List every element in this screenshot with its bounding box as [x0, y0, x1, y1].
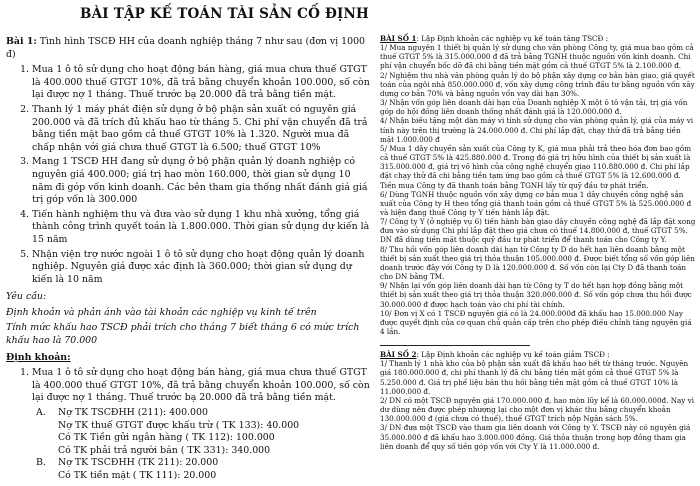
entry-a-label: A. [36, 407, 46, 419]
bai1-item: 4. Tiến hành nghiệm thu và đưa vào sử dụng 1 khu nhà xưởng, tổng giá thành công trình quyết toán là 1.800.000. Thời gian sử dụng dự kiến là 15 năm [32, 209, 374, 247]
entry-line: Có TK tiền mặt ( TK 111): 20.000 [58, 470, 217, 481]
bai1-intro: Tình hình TSCĐ HH của doanh nghiệp tháng 7 như sau (đơn vị 1000 đ) [6, 36, 365, 60]
journal-entries [6, 407, 374, 483]
entry-line: Có TK phải trả người bán ( TK 331): 340.000 [58, 444, 271, 456]
bai-so-1-intro: : Lập Định khoản các nghiệp vụ kế toán tăng TSCĐ : [416, 34, 609, 43]
bai1-item: 1. Mua 1 ô tô sử dụng cho hoạt động bán hàng, giá mua chưa thuế GTGT là 400.000 thuế GTGT 10%, đã trả bằng chuyển khoản 100.000, số còn lại được nợ 1 tháng. Thuế trước bạ 20.000 đã trả bằng tiền mặt. [32, 64, 374, 102]
bai-so-2-intro: : Lập Định khoản các nghiệp vụ kế toán giảm TSCĐ : [416, 350, 610, 360]
bai-so-2-heading [380, 350, 696, 359]
bai1-item: 5. Nhận viện trợ nước ngoài 1 ô tô sử dụng cho hoạt động quản lý doanh nghiệp. Nguyên giá được xác định là 360.000; thời gian sử dụng dự kiến là 10 năm [32, 249, 374, 287]
entry-line: Nợ TK thuế GTGT được khấu trừ ( TK 133): 40.000 [58, 419, 300, 431]
bai-so-2-item: 1/ Thanh lý 1 nhà kho của bộ phận sản xuất đã khấu hao hết từ tháng trước. Nguyên giá 180.000.000 đ, chi phí thanh lý đã chi bằng tiền mặt gồm cả thuế GTGT 5% là 5.250.000 đ. Giá trị phế liệu bán thu hồi bằng tiền mặt gồm cả thuế GTGT 10% là 11.000.000 đ. [380, 359, 689, 396]
dinh-khoan-list [6, 367, 374, 405]
bai1-list [6, 64, 374, 286]
yeu-cau-label: Yêu cầu: [6, 291, 47, 303]
bai-so-1-item: 3/ Nhận vốn góp liên doanh dài hạn của Doanh nghiệp X một ô tô vận tải, trị giá vốn góp do hội đồng liên doanh thống nhất đánh giá là 120.000.000 đ. [380, 98, 688, 117]
entry-a-row [36, 407, 374, 420]
bai-so-1-item: 1/ Mua nguyên 1 thiết bị quản lý sử dụng cho văn phòng Công ty, giá mua bao gồm cả thuế GTGT 5% là 315.000.000 đ đã trả bằng TGNH thuộc nguồn vốn kinh doanh. Chi phí vận chuyển bốc dỡ đã chi bằng tiền mặt gồm cả thuế GTGT 5% là 2.100.000 đ. [380, 43, 694, 71]
entry-b-row [36, 457, 374, 470]
bai-so-1-item: 9/ Nhận lại vốn góp liên doanh dài hạn từ Công ty T do hết hạn hợp đồng bằng một thiết bị sản xuất theo giá trị thỏa thuận 320.000.000 đ. Số vốn góp chưa thu hồi được 30.000.000 đ được hạch toán vào chi phí tài chính. [380, 281, 692, 309]
bai-so-1-item: 8/ Thu hồi vốn góp liên doanh dài hạn từ Công ty D do hết hạn liên doanh bằng một thiết bị sản xuất theo giá trị thỏa thuận 105.000.000 đ. Được biết tổng số vốn góp liên doanh trước đây với Công ty D là 120.000.000 đ. Số vốn còn lại Cty D đã thanh toán cho DN bằng TM. [380, 244, 695, 282]
bai-so-1-item: 10/ Đơn vị X có 1 TSCĐ nguyên giá có là 24.000.000đ đã khấu hao 15.000.000 Nay được quyết định của cơ quan chủ quản cấp trên cho phép điều chỉnh tăng nguyên giá 4 lần. [380, 308, 692, 336]
bai-so-1-item: 5/ Mua 1 dây chuyền sản xuất của Công ty K, giá mua phải trả theo hóa đơn bao gồm cả thuế GTGT 5% là 425.880.000 đ. Trong đó giá trị hữu hình của thiết bị sản xuất là 315.000.000 đ, giá trị vô hình của công nghệ chuyển giao 110.880.000 đ. Chi phí lắp đặt chạy thử đã chi bằng tiền tạm ứng bao gồm cả thuế GTGT 5% là 12.600.000 đ. Tiền mua Công ty đã thanh toán bằng TGNH lấy từ quỹ đầu tư phát triển. [380, 143, 692, 190]
bai-so-2-item: 3/ DN đưa một TSCĐ vào tham gia liên doanh với Công ty Y. TSCĐ này có nguyên giá 35.000.000 đ đã khấu hao 3.000.000 đồng. Giá thỏa thuận trong hợp đồng tham gia liên doanh để quy số tiền góp vốn với Cty Y là 11.000.000 đ. [380, 423, 691, 451]
bai-so-1-item: 4/ Nhận biếu tặng một dàn máy vi tính sử dụng cho văn phòng quản lý, giá của máy vi tính này trên thị trường là 24.000.000 đ. Chi phí lắp đặt, chạy thử đã trả bằng tiền mặt 1.000.000 đ [380, 116, 694, 144]
entry-line: Nợ TK TSCĐHH (TK 211): 20.000 [58, 457, 219, 469]
dinh-khoan-item: 1. Mua 1 ô tô sử dụng cho hoạt động bán hàng, giá mua chưa thuế GTGT là 400.000 thuế GTGT 10%, đã trả bằng chuyển khoản 100.000, số còn lại được nợ 1 tháng. Thuế trước bạ 20.000 đã trả bằng tiền mặt. [32, 367, 374, 405]
entry-line: Có TK Tiền gửi ngân hàng ( TK 112): 100.000 [58, 432, 275, 444]
bai-so-1-item: 7/ Công ty Y (ở nghiệp vụ 6) tiến hành bàn giao dây chuyền công nghệ đã lắp đặt xong đưa vào sử dụng Chi phí lắp đặt theo giá chưa có thuế 14.800.000 đ, thuế GTGT 5%. DN đã dùng tiền mặt thuộc quỹ đầu tư phát triển để thanh toán cho Công ty Y. [380, 217, 696, 245]
bai-so-1-item: 2/ Nghiệm thu nhà văn phòng quản lý do bộ phận xây dựng cơ bản bàn giao, giá quyết toán của ngôi nhà 850.000.000 đ, vốn xây dựng công trình đầu tư bằng nguồn vốn xây dựng cơ bản 70% và bằng nguồn vốn vay dài hạn 30%. [380, 70, 695, 98]
entry-line: Nợ TK TSCĐHH (211): 400.000 [58, 407, 208, 419]
bai-so-1-item: 6/ Dùng TGNH thuộc nguồn vốn xây dựng cơ bản mua 1 dây chuyền công nghệ sản xuất của Công ty H theo tổng giá thanh toán gồm cả thuế GTGT 5% là 525.000.000 đ và hiện đang thuê Công ty Y tiến hành lắp đặt. [380, 189, 692, 217]
right-column [380, 34, 696, 451]
left-column [6, 36, 374, 483]
entry-b-label: B. [36, 457, 46, 469]
bai1-label: Bài 1: [6, 36, 37, 47]
bai-so-1-label: BÀI SỐ 1 [380, 34, 417, 43]
bai-so-2-item: 2/ DN có một TSCĐ nguyên giá 170.000.000 đ, hao mòn lũy kế là 60.000.000đ. Nay vì dư dùng nên được phép nhượng lại cho một đơn vị khác thu bằng chuyển khoản 130.000.000 đ (giá chưa có thuế), thuế GTGT trích nộp Ngân sách 5%. [380, 395, 694, 424]
bai-so-2-label: BÀI SỐ 2 [380, 350, 417, 360]
dinh-khoan-heading: Định khoản: [6, 351, 71, 363]
bai-so-1-heading [380, 34, 696, 43]
document-title: BÀI TẬP KẾ TOÁN TÀI SẢN CỐ ĐỊNH [80, 6, 369, 22]
bai1-heading [6, 36, 374, 61]
requirement-1: Định khoản và phản ánh vào tài khoản các nghiệp vụ kinh tế trên [6, 306, 317, 318]
requirement-2: Tính mức khấu hao TSCĐ phải trích cho tháng 7 biết tháng 6 có mức trích khấu hao là 70.000 [6, 322, 360, 347]
section-divider [380, 345, 530, 346]
bai1-item: 2. Thanh lý 1 máy phát điện sử dụng ở bộ phận sản xuất có nguyên giá 200.000 và đã trích đủ khấu hao từ tháng 5. Chi phí vận chuyển đã trả bằng tiền mặt bao gồm cả thuế GTGT 10% là 1.320. Người mua đã chấp nhận với giá chưa thuế GTGT là 6.500; thuế GTGT 10% [32, 104, 374, 154]
bai1-item: 3. Mang 1 TSCĐ HH đang sử dụng ở bộ phận quản lý doanh nghiệp có nguyên giá 400.000; giá trị hao mòn 160.000, thời gian sử dụng 10 năm đi góp vốn kinh doanh. Các bên tham gia thống nhất đánh giá giá trị góp vốn là 300.000 [32, 156, 374, 206]
